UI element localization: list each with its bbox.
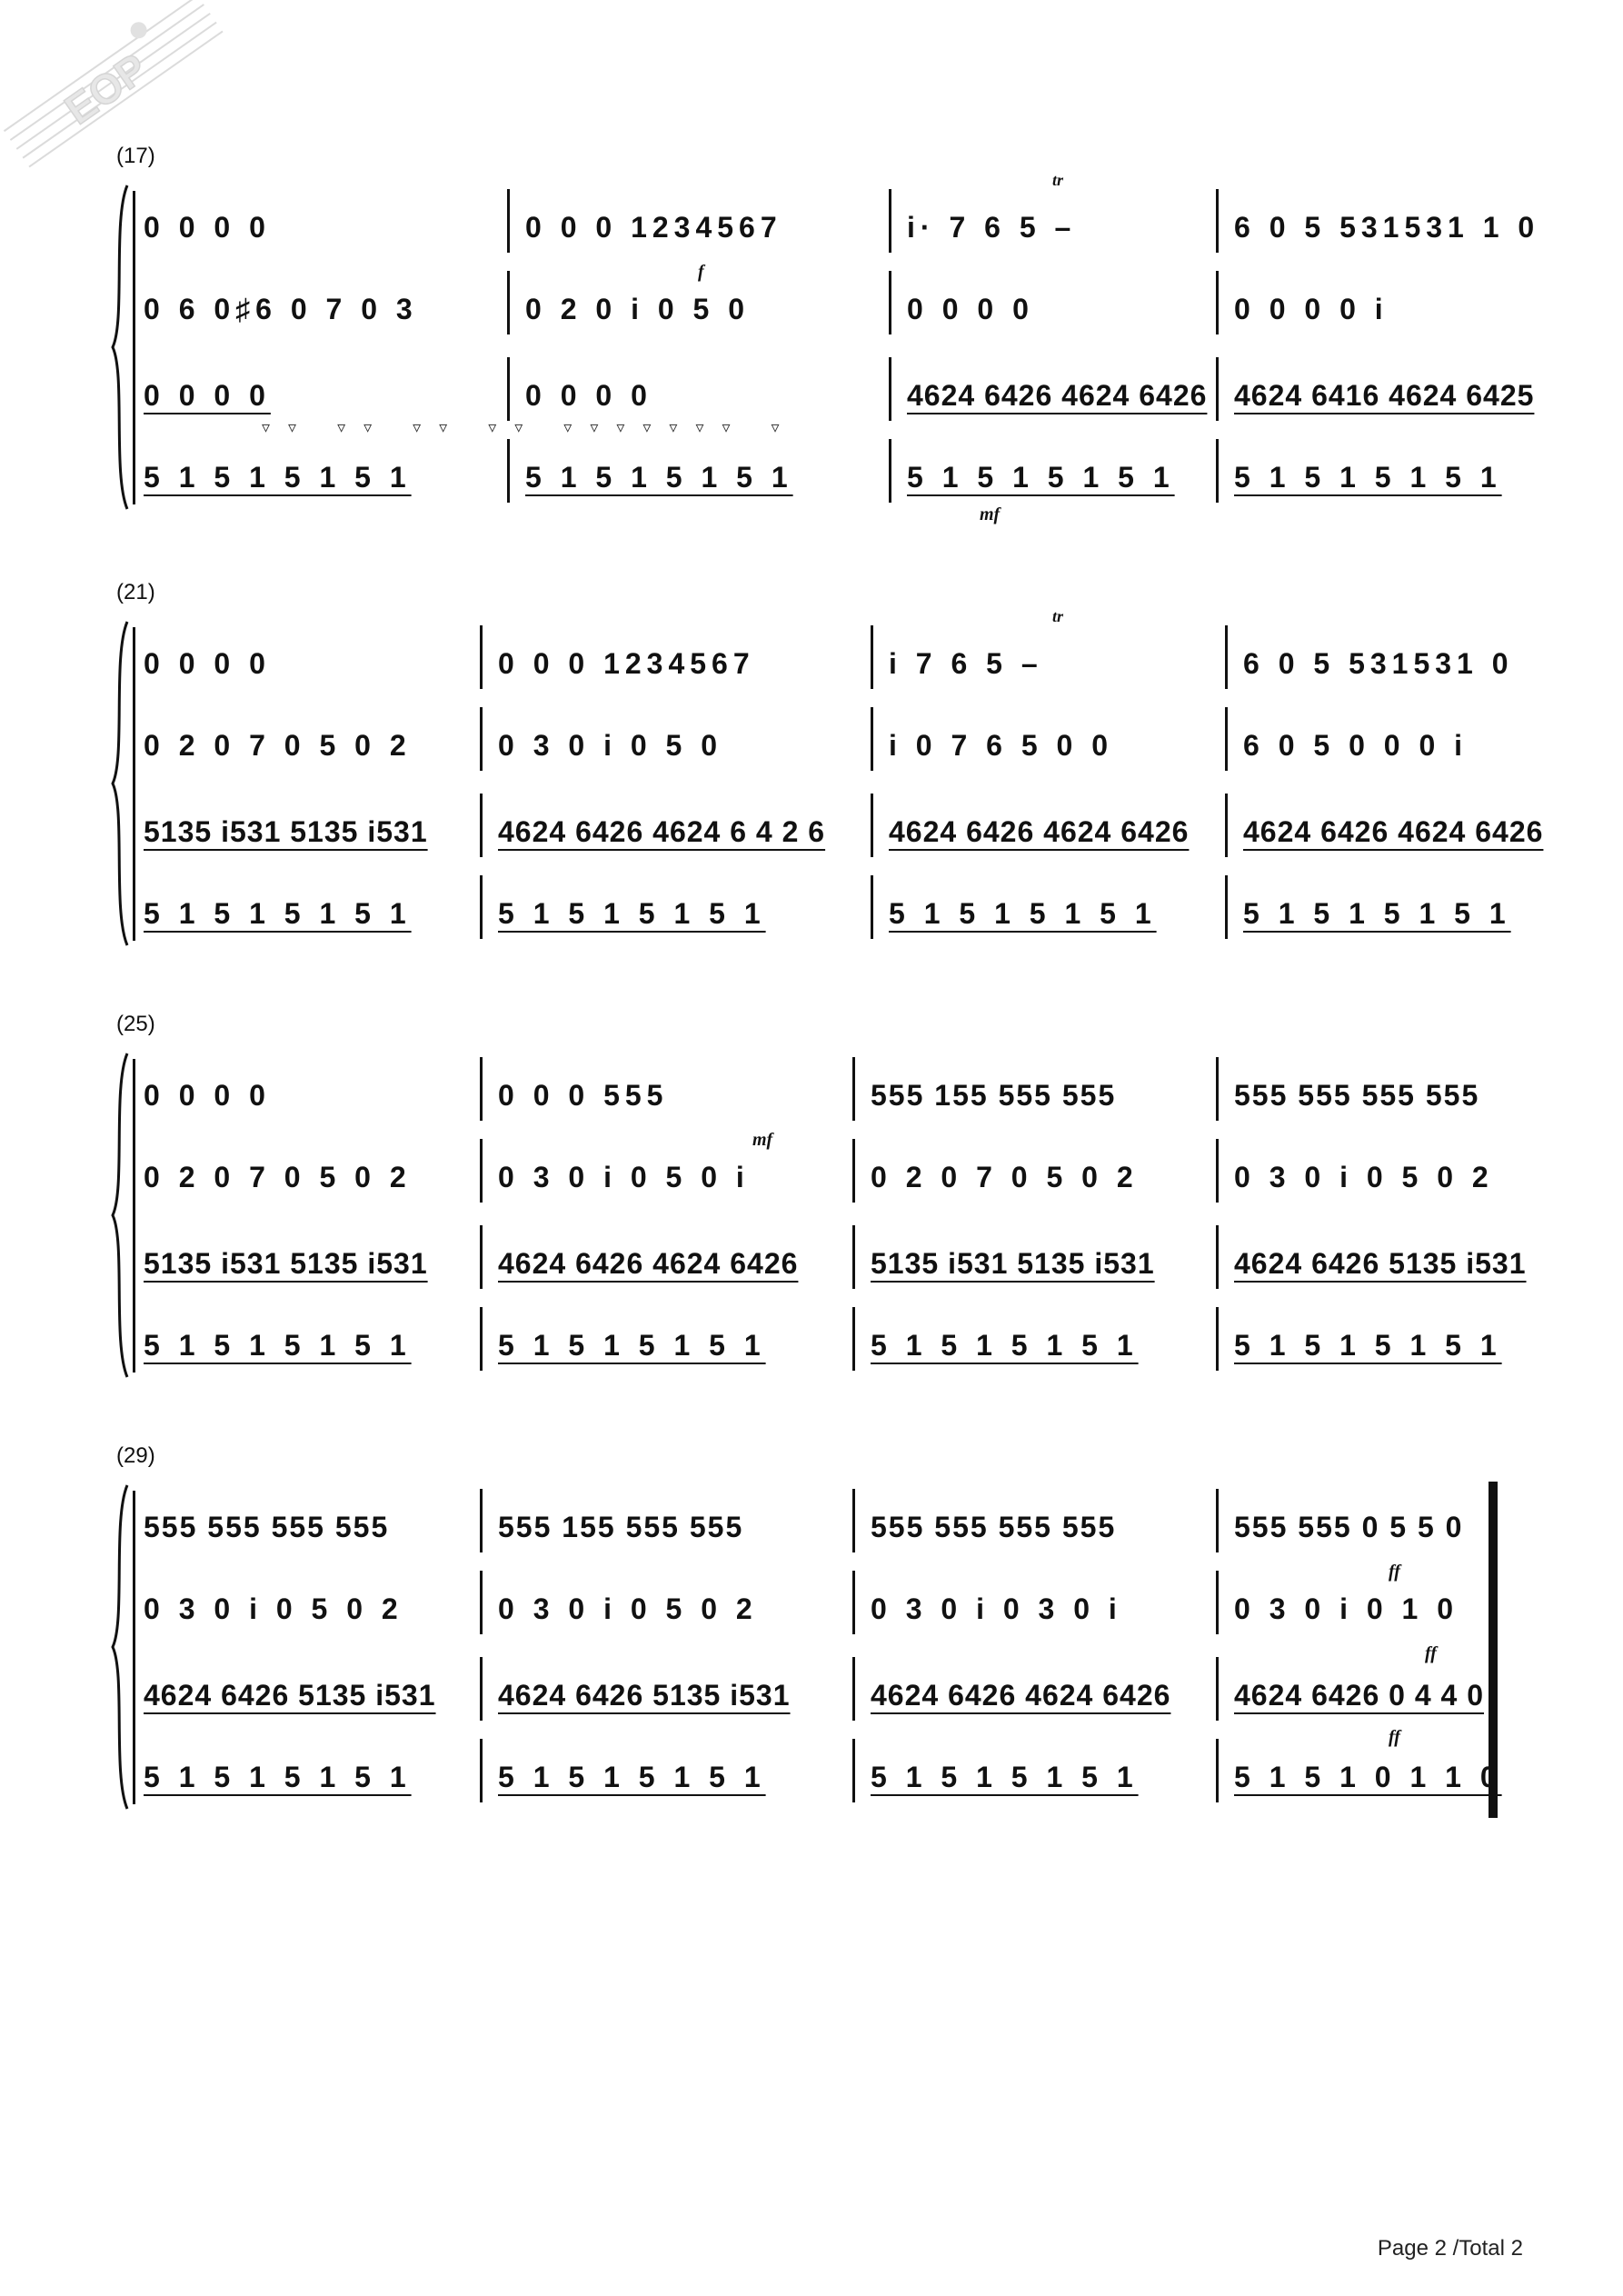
barline: [480, 875, 483, 939]
staff-melody: [144, 1068, 1507, 1123]
measure: 4624 6426 4624 6426: [889, 815, 1190, 848]
measure: 555 555 0 5 5 0: [1234, 1511, 1464, 1543]
measure: 0 0 0 0: [525, 379, 652, 412]
system-barline: [133, 191, 135, 504]
barline: [852, 1139, 855, 1203]
measure: 5135 i531 5135 i531: [871, 1247, 1155, 1280]
svg-text:EOP: EOP: [55, 44, 156, 134]
measure: 555 555 555 555: [144, 1511, 390, 1543]
barline: [480, 707, 483, 771]
measure: 555 555 555 555: [871, 1511, 1117, 1543]
brace-icon: [109, 1052, 131, 1379]
barline: [507, 271, 510, 334]
measure: 0 3 0 i 0 5 0 i: [498, 1161, 750, 1193]
measure: 5135 i531 5135 i531: [144, 1247, 428, 1280]
measure: 555 155 555 555: [871, 1079, 1117, 1112]
dynamic-mf: mf: [752, 1130, 773, 1150]
barline: [852, 1307, 855, 1371]
measure: 0 2 0 7 0 5 0 2: [144, 1161, 412, 1193]
measure: 0 2 0 i 0 5 0: [525, 293, 751, 325]
system-25: [116, 1012, 1527, 1377]
measure: 5 1 5 1 5 1 5 1: [498, 1329, 766, 1362]
staff-left-hand: [144, 1236, 1527, 1291]
staff-bass: [144, 1318, 1507, 1373]
barline: [852, 1489, 855, 1552]
barline: [1225, 625, 1228, 689]
barline: [1216, 1139, 1219, 1203]
staff-left-hand: [144, 804, 1544, 859]
barline: [852, 1057, 855, 1121]
brace-icon: [109, 184, 131, 511]
measure: 6 0 5 0 0 0 i: [1243, 729, 1469, 762]
barline: [871, 625, 873, 689]
system-barline: [133, 627, 135, 941]
brace-icon: [109, 1483, 131, 1811]
measure-number: (25): [116, 1012, 155, 1036]
measure-number: (29): [116, 1443, 155, 1468]
barline: [852, 1225, 855, 1289]
measure: i 7 6 5 –: [889, 647, 1043, 680]
barline: [480, 1057, 483, 1121]
barline: [480, 1657, 483, 1721]
measure: 5 1 5 1 5 1 5 1: [889, 897, 1157, 930]
barline: [871, 707, 873, 771]
measure: 0 3 0 i 0 5 0 2: [144, 1592, 403, 1625]
barline: [507, 357, 510, 421]
barline: [480, 1739, 483, 1802]
trill-mark: tr: [1052, 171, 1064, 189]
dynamic-ff: ff: [1425, 1643, 1437, 1663]
measure: 4624 6426 4624 6426: [871, 1679, 1171, 1712]
measure: 5 1 5 1 5 1 5 1: [1234, 461, 1502, 494]
staff-melody: [144, 200, 1540, 255]
measure: 0 3 0 i 0 1 0: [1234, 1592, 1459, 1625]
barline: [871, 875, 873, 939]
system-barline: [133, 1059, 135, 1373]
barline: [1225, 875, 1228, 939]
dynamic-ff: ff: [1389, 1562, 1400, 1582]
barline: [480, 1225, 483, 1289]
measure: 5 1 5 1 5 1 5 1: [144, 897, 412, 930]
measure: 0 0 0 1234567: [498, 647, 755, 680]
measure: 0 2 0 7 0 5 0 2: [871, 1161, 1139, 1193]
measure: 0 2 0 7 0 5 0 2: [144, 729, 412, 762]
barline: [507, 189, 510, 253]
measure: 555 555 555 555: [1234, 1079, 1480, 1112]
system-21: [116, 580, 1544, 945]
measure: 5 1 5 1 5 1 5 1: [871, 1329, 1139, 1362]
measure: 555 155 555 555: [498, 1511, 744, 1543]
staff-bass: [144, 886, 1511, 941]
trill-mark: tr: [1052, 607, 1064, 625]
measure: 0 6 0♯6 0 7 0 3: [144, 293, 418, 325]
system-29: [116, 1445, 1507, 1809]
measure: 5 1 5 1 5 1 5 1: [498, 897, 766, 930]
measure: 5 1 5 1 5 1 5 1: [525, 461, 793, 494]
staff-right-hand: [144, 1150, 1507, 1204]
staff-left-hand: [144, 1668, 1507, 1722]
barline: [480, 1139, 483, 1203]
measure: 0 3 0 i 0 3 0 i: [871, 1592, 1122, 1625]
measure: 5 1 5 1 5 1 5 1: [871, 1761, 1139, 1793]
measure: 5 1 5 1 5 1 5 1: [498, 1761, 766, 1793]
barline: [889, 271, 891, 334]
dynamic-ff: ff: [1389, 1727, 1400, 1747]
staff-right-hand: [144, 1582, 1507, 1636]
barline: [1225, 707, 1228, 771]
barline: [1216, 357, 1219, 421]
barline: [1216, 1057, 1219, 1121]
measure: 4624 6426 5135 i531: [498, 1679, 791, 1712]
measure: 4624 6426 5135 i531: [144, 1679, 436, 1712]
staff-melody: [144, 636, 1514, 691]
measure: 0 0 0 0: [144, 211, 271, 244]
barline: [1216, 1739, 1219, 1802]
barline: [1216, 1489, 1219, 1552]
measure: 4624 6426 4624 6 4 2 6: [498, 815, 826, 848]
measure: 5 1 5 1 5 1 5 1: [144, 461, 412, 494]
measure: i· 7 6 5 –: [907, 211, 1077, 244]
barline: [1216, 1307, 1219, 1371]
barline: [480, 794, 483, 857]
measure: 6 0 5 531531 1 0: [1234, 211, 1540, 244]
barline: [1225, 794, 1228, 857]
barline: [1216, 439, 1219, 503]
barline: [1216, 1225, 1219, 1289]
brace-icon: [109, 620, 131, 947]
barline: [889, 439, 891, 503]
measure: 4624 6426 4624 6426: [498, 1247, 799, 1280]
barline: [852, 1657, 855, 1721]
measure: 4624 6426 0 4 4 0: [1234, 1679, 1485, 1712]
system-17: [116, 144, 1540, 524]
barline: [480, 625, 483, 689]
measure: 5 1 5 1 5 1 5 1: [907, 461, 1175, 494]
measure-number: (17): [116, 144, 155, 168]
barline: [480, 1489, 483, 1552]
barline: [480, 1307, 483, 1371]
measure: 5 1 5 1 5 1 5 1: [144, 1329, 412, 1362]
measure: i 0 7 6 5 0 0: [889, 729, 1114, 762]
staff-right-hand: [144, 718, 1507, 773]
accent-marks: ▿▿ ▿▿ ▿▿ ▿▿ ▿▿▿▿▿▿▿ ▿: [262, 418, 798, 436]
measure: 0 0 0 1234567: [525, 211, 782, 244]
barline: [1216, 271, 1219, 334]
final-barline: [1489, 1482, 1498, 1818]
measure: 0 0 0 0 i: [1234, 293, 1389, 325]
barline: [507, 439, 510, 503]
measure: 0 0 0 0: [907, 293, 1034, 325]
barline: [852, 1739, 855, 1802]
barline: [871, 794, 873, 857]
barline: [1216, 189, 1219, 253]
measure: 5 1 5 1 5 1 5 1: [1243, 897, 1511, 930]
system-barline: [133, 1491, 135, 1804]
staff-bass: [144, 1750, 1507, 1804]
measure: 4624 6426 4624 6426: [1243, 815, 1544, 848]
barline: [852, 1571, 855, 1634]
barline: [1216, 1657, 1219, 1721]
page-indicator: Page 2 /Total 2: [1377, 2236, 1523, 2261]
measure: 0 0 0 0: [144, 647, 271, 680]
measure: 5 1 5 1 5 1 5 1: [1234, 1329, 1502, 1362]
measure: 5 1 5 1 0 1 1 0: [1234, 1761, 1502, 1793]
measure: 4624 6416 4624 6425: [1234, 379, 1535, 412]
barline: [480, 1571, 483, 1634]
measure: 0 0 0 0: [144, 379, 271, 412]
measure: 0 0 0 0: [144, 1079, 271, 1112]
measure: 0 3 0 i 0 5 0 2: [498, 1592, 758, 1625]
measure: 5 1 5 1 5 1 5 1: [144, 1761, 412, 1793]
dynamic-mf: mf: [980, 504, 1001, 524]
measure: 4624 6426 5135 i531: [1234, 1247, 1527, 1280]
barline: [889, 357, 891, 421]
barline: [889, 189, 891, 253]
measure-number: (21): [116, 580, 155, 604]
staff-melody: [144, 1500, 1507, 1554]
barline: [1216, 1571, 1219, 1634]
measure: 4624 6426 4624 6426: [907, 379, 1208, 412]
staff-left-hand: [144, 368, 1535, 423]
measure: 0 3 0 i 0 5 0 2: [1234, 1161, 1494, 1193]
measure: 0 3 0 i 0 5 0: [498, 729, 723, 762]
staff-right-hand: [144, 282, 1507, 336]
measure: 0 0 0 555: [498, 1079, 669, 1112]
measure: 5135 i531 5135 i531: [144, 815, 428, 848]
measure: 6 0 5 531531 0: [1243, 647, 1514, 680]
dynamic-f: f: [698, 262, 704, 282]
staff-bass: [144, 450, 1507, 504]
